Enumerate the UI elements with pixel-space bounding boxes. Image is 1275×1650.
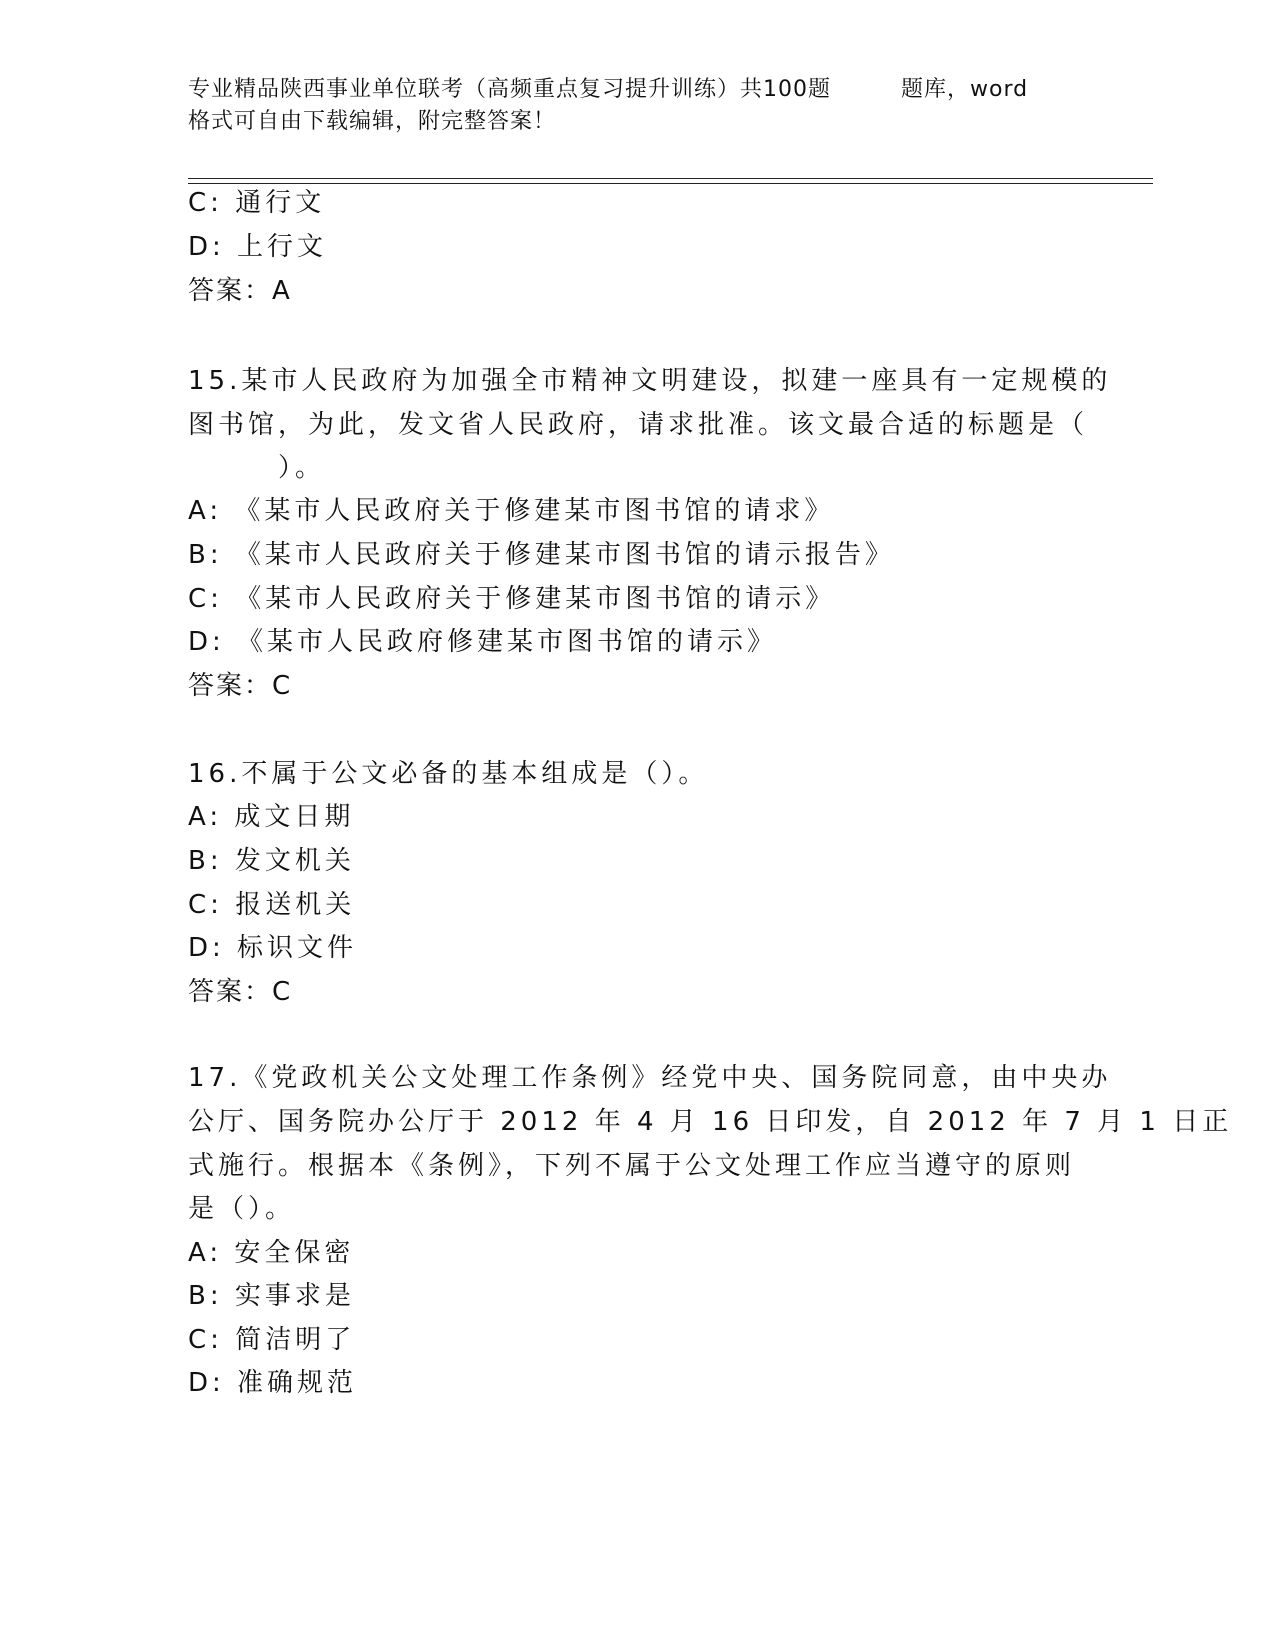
header-line-2: 格式可自由下载编辑，附完整答案！ — [188, 109, 557, 134]
header-format-note: 题库，word — [901, 77, 1029, 102]
option-text: 准确规范 — [237, 1368, 358, 1398]
q15-option-b — [188, 540, 895, 570]
q16-answer — [188, 977, 292, 1007]
option-key: C: — [188, 584, 223, 614]
option-text: 报送机关 — [235, 890, 356, 920]
document-header — [188, 74, 1088, 138]
header-title: 专业精品陕西事业单位联考（高频重点复习提升训练）共100题 — [188, 77, 831, 102]
option-text: 《某市人民政府修建某市图书馆的请示》 — [237, 627, 778, 657]
q17-stem-line-1: 17.《党政机关公文处理工作条例》经党中央、国务院同意，由中央办 — [188, 1063, 1112, 1093]
option-key: D: — [188, 627, 225, 657]
option-key: D: — [188, 1368, 225, 1398]
q15-option-a — [188, 496, 834, 526]
prev-option-c — [188, 188, 325, 218]
q17-stem-line-3: 式施行。根据本《条例》，下列不属于公文处理工作应当遵守的原则 — [188, 1151, 1076, 1181]
q15-stem-line-3: ）。 — [278, 453, 326, 483]
option-key: B: — [188, 1281, 223, 1311]
q16-option-a — [188, 802, 354, 832]
answer-value: C — [272, 671, 293, 701]
q16-option-d — [188, 933, 357, 963]
answer-value: C — [272, 977, 293, 1007]
option-key: B: — [188, 540, 223, 570]
option-key: D: — [188, 933, 225, 963]
option-text: 上行文 — [237, 232, 328, 262]
header-divider-top — [188, 178, 1153, 179]
q17-stem-line-2: 公厅、国务院办公厅于 2012 年 4 月 16 日印发，自 2012 年 7 月 1 日正 — [188, 1107, 1233, 1137]
q15-stem-line-2: 图书馆，为此，发文省人民政府，请求批准。该文最合适的标题是（ — [188, 410, 1089, 440]
option-text: 通行文 — [235, 188, 326, 218]
prev-option-d — [188, 232, 327, 262]
option-text: 标识文件 — [237, 933, 358, 963]
q15-option-c — [188, 584, 835, 614]
q15-option-d — [188, 627, 777, 657]
header-line-1 — [188, 74, 1088, 106]
q16-stem-line-1: 16.不属于公文必备的基本组成是（）。 — [188, 759, 709, 789]
option-key: A: — [188, 496, 223, 526]
q17-stem-line-4: 是（）。 — [188, 1194, 296, 1224]
option-text: 成文日期 — [234, 802, 355, 832]
option-text: 《某市人民政府关于修建某市图书馆的请求》 — [234, 496, 835, 526]
q17-option-b — [188, 1281, 355, 1311]
header-divider-bottom — [188, 183, 1153, 184]
q16-option-c — [188, 890, 355, 920]
option-key: C: — [188, 890, 223, 920]
option-text: 实事求是 — [234, 1281, 355, 1311]
option-key: A: — [188, 802, 223, 832]
option-key: A: — [188, 1238, 223, 1268]
q17-option-a — [188, 1238, 354, 1268]
option-key: B: — [188, 846, 223, 876]
option-key: C: — [188, 188, 223, 218]
option-key: C: — [188, 1325, 223, 1355]
answer-label: 答案： — [188, 977, 273, 1007]
q15-answer — [188, 671, 292, 701]
q15-stem-line-1: 15.某市人民政府为加强全市精神文明建设，拟建一座具有一定规模的 — [188, 366, 1112, 396]
option-key: D: — [188, 232, 225, 262]
answer-value: A — [272, 276, 292, 306]
answer-label: 答案： — [188, 671, 273, 701]
q17-option-d — [188, 1368, 357, 1398]
answer-label: 答案： — [188, 276, 273, 306]
q16-option-b — [188, 846, 355, 876]
option-text: 《某市人民政府关于修建某市图书馆的请示报告》 — [234, 540, 895, 570]
prev-answer — [188, 276, 292, 306]
option-text: 安全保密 — [234, 1238, 355, 1268]
q17-option-c — [188, 1325, 355, 1355]
option-text: 发文机关 — [234, 846, 355, 876]
option-text: 简洁明了 — [235, 1325, 356, 1355]
option-text: 《某市人民政府关于修建某市图书馆的请示》 — [235, 584, 836, 614]
